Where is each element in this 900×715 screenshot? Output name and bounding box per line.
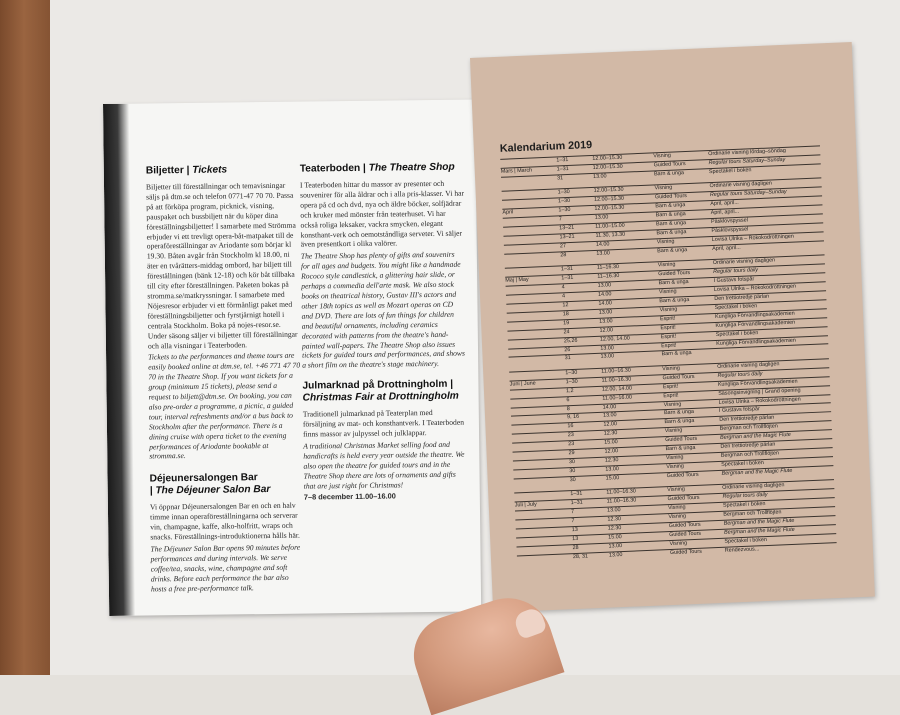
category-cell: Barn & unga — [665, 445, 696, 453]
time-cell: 13.00 — [605, 466, 619, 473]
event-cell: Regular tours daily — [717, 370, 763, 379]
category-cell: Guided Tours — [669, 530, 702, 539]
christmas-date: 7–8 december 11.00–16.00 — [303, 491, 396, 503]
time-cell: 12.00–15.30 — [594, 204, 625, 212]
category-cell: Visning — [665, 454, 684, 462]
date-cell: 7 — [558, 216, 562, 223]
date-cell: 29 — [568, 450, 575, 457]
month-label: Mars | March — [500, 167, 533, 175]
date-cell: 13 — [571, 527, 578, 534]
event-cell: Ordinarie visning dagligen — [722, 482, 785, 492]
time-cell: 13.00 — [597, 282, 612, 289]
date-cell: 1–31 — [570, 491, 583, 498]
date-cell: 1–31 — [561, 274, 574, 282]
category-cell: Visning — [669, 540, 688, 548]
category-cell: Esprit! — [661, 342, 677, 349]
time-cell: 13.00 — [600, 344, 614, 352]
category-cell: Visning — [656, 238, 675, 246]
date-cell: 1–30 — [558, 207, 571, 214]
category-cell: Visning — [664, 427, 683, 435]
salon-heading: Déjeunersalongen Bar | The Déjeuner Salon Bar — [149, 472, 271, 497]
date-cell: 7 — [571, 518, 575, 525]
date-cell: 19 — [563, 319, 570, 327]
event-cell: Kungliga Förvandlingsakademien — [716, 337, 796, 347]
category-cell: Guided Tours — [667, 495, 700, 503]
event-cell: Kungliga Förvandlingsakademien — [714, 310, 795, 320]
event-cell: Påsklovspyssel — [711, 226, 749, 234]
date-cell: 30 — [568, 459, 576, 466]
time-cell: 11–16.30 — [597, 272, 620, 280]
time-cell: 12.00 — [599, 326, 614, 334]
date-cell: 28, 31 — [572, 553, 589, 561]
event-cell: Ordinarie visning dagligen — [709, 180, 772, 190]
category-cell: Guided Tours — [666, 471, 699, 480]
time-cell: 11.00–16.30 — [606, 488, 637, 497]
date-cell: 26 — [564, 346, 571, 353]
month-label: Juni | June — [509, 380, 536, 388]
category-cell: Guided Tours — [662, 373, 695, 381]
date-cell: 13–21 — [559, 224, 575, 232]
month-label: Juli | July — [514, 501, 537, 509]
shop-sv-text: I Teaterboden hittar du massor av presenter och souvenirer för alla åldrar och i alla pris-klasser. Vi har opera på cd och dvd, nya och äldre böcker, solfjädrar och kruker med mönster från teaterhuset. Vi har också roliga leksaker, vackra smycken, elegant konsthant-verk och oemotståndliga serveter. Vi säljer även presentkort i olika valörer. — [299, 178, 465, 250]
event-cell: Den trettiotredje pärlan — [719, 415, 775, 424]
date-cell: 23 — [568, 441, 575, 448]
category-cell: Visning — [663, 401, 682, 408]
event-cell: Regular tours daily — [722, 492, 768, 501]
date-cell: 4 — [561, 293, 566, 300]
time-cell: 12.30 — [603, 430, 618, 438]
date-cell: 1–31 — [556, 165, 569, 173]
event-cell: April, april... — [710, 208, 740, 217]
category-cell: Guided Tours — [669, 548, 702, 556]
time-cell: 14.00 — [595, 241, 610, 248]
time-cell: 12.00–15.30 — [593, 195, 625, 204]
time-cell: 12.30 — [607, 525, 622, 532]
time-cell: 13.00 — [602, 412, 617, 420]
category-cell: Barn & unga — [656, 220, 687, 228]
date-cell: 27 — [559, 242, 567, 250]
event-cell: Regular tours daily — [713, 267, 759, 276]
event-cell: Ordinarie visning lördag–söndag — [708, 147, 786, 158]
time-cell: 14.00 — [598, 300, 613, 307]
category-cell: Guided Tours — [668, 521, 701, 530]
left-page — [103, 99, 481, 616]
date-cell: 18 — [562, 310, 569, 318]
category-cell: Barn & unga — [659, 296, 690, 305]
category-cell: Visning — [653, 152, 671, 160]
event-cell: I Gustavs fotspår — [713, 276, 755, 284]
event-cell: Ordinarie visning dagligen — [712, 257, 776, 267]
time-cell: 12.00 — [604, 448, 619, 455]
date-cell: 30 — [569, 476, 576, 484]
tickets-en-text: Tickets to the performances and theme tours are easily booked online at dtm.se, tel. +46 771 47 70 70 in the Theatre Shop. If you want tickets for a group (minimum 15 tickets), please send a request to biljett@dtm.se. On booking, you can also pre-order a programme, a picnic, a guided tour, interval refreshments and/or a bus back to Stockholm after the performance. There is a dining cruise with opera ticket to the evening performances of Ariodante bookable at stromma.se. — [148, 351, 301, 461]
time-cell: 12.00, 14.00 — [601, 385, 633, 393]
event-cell: Spectakel i boken — [724, 536, 768, 545]
date-cell: 1–30 — [557, 198, 571, 205]
date-cell: 7 — [570, 509, 575, 516]
time-cell: 11.00–16.30 — [606, 497, 637, 505]
event-cell: Spectakel i boken — [721, 460, 764, 468]
category-cell: Esprit! — [660, 333, 677, 340]
christmas-sv-text: Traditionell julmarknad på Teaterplan med försäljning av mat- och konsthantverk. I Teaterboden finns massor av julpyssel och julklappar. — [302, 408, 465, 439]
right-page-calendar — [470, 42, 875, 613]
time-cell: 11.30, 13.30 — [595, 231, 626, 239]
time-cell: 11.00–16.30 — [601, 376, 632, 384]
category-cell: Guided Tours — [653, 161, 686, 169]
event-cell: Regular tours Saturday–Sunday — [708, 156, 786, 167]
time-cell: 11.00–16.00 — [602, 394, 633, 402]
event-cell: Spectakel i boken — [714, 302, 758, 311]
time-cell: 12.30 — [607, 516, 622, 523]
event-cell: April, april... — [712, 244, 741, 252]
event-cell: Bergman and the Magic Flute — [723, 517, 795, 527]
time-cell: 12.00–15.30 — [592, 163, 623, 171]
christmas-heading: Julmarknad på Drottningholm | Christmas Fair at Drottningholm — [302, 378, 459, 404]
date-cell: 30 — [569, 468, 576, 475]
category-cell: Barn & unga — [658, 279, 689, 287]
time-cell: 13.00 — [606, 507, 621, 514]
event-cell: April, april... — [710, 199, 739, 208]
date-cell: 1–30 — [565, 378, 578, 386]
category-cell: Barn & unga — [656, 228, 687, 237]
date-cell: 13–21 — [559, 233, 575, 241]
category-cell: Visning — [662, 365, 680, 373]
month-label: Maj | May — [505, 276, 529, 284]
category-cell: Barn & unga — [655, 202, 686, 210]
category-cell: Visning — [666, 463, 685, 471]
calendar-table — [500, 145, 837, 564]
time-cell: 13.00 — [599, 317, 613, 325]
date-cell: 1–31 — [560, 265, 574, 273]
date-cell: 16 — [567, 423, 574, 430]
category-cell: Visning — [668, 513, 687, 521]
time-cell: 13.00 — [594, 214, 609, 221]
tickets-sv-text: Biljetter till föreställningar och temavisningar säljs på dtm.se och telefon 0771-47 70 70. Passa på att förköpa program, picknick, visning, pauspaket och bussbiljett när du köper dina föreställningsbiljetter! I samarbete med Strömma erbjuder vi ett trevligt opera-båt-matpaket till de operaföreställningar av Ariodante som börjar kl 19.30. Båten avgår från Stockholm kl 18.00, ni äter en tvårätters-middag ombord, har biljett till föreställningen (bänk 12-18) och kör båt tillbaka till city efter föreställningen. Paketen bokas på stromma.se/matkryssningar. I samarbete med Nöjesresor erbjuder vi ett förmånligt paket med föreställningsbiljetter och fyrstjärnigt hotell i centrala Stockholm. Boka på nojes-resor.se. Under säsong säljer vi biljetter till föreställningar och alla visningar i Teaterboden. — [145, 180, 298, 350]
date-cell: 1–31 — [570, 499, 583, 507]
event-cell: Bergman and the Magic Flute — [723, 526, 795, 536]
tickets-heading: Biljetter | Tickets — [145, 164, 228, 177]
time-cell: 13.00 — [598, 309, 613, 316]
category-cell: Esprit! — [663, 392, 679, 399]
time-cell: 13.00 — [608, 551, 623, 559]
time-cell: 13.00 — [596, 250, 610, 257]
time-cell: 12.00–15.30 — [592, 154, 623, 162]
salon-sv-text: Vi öppnar Déjeunersalongen Bar en och en halv timme innan operaföreställningarna och serverar vin, champagne, kaffe, alko-holfritt, wraps och snacks. Föreställnings-introduktionerna hålls här. — [149, 501, 300, 542]
date-cell: 28 — [572, 544, 579, 552]
date-cell: 25,26 — [563, 337, 578, 344]
shop-en-text: The Theatre Shop has plenty of gifts and souvenirs for all ages and budgets. You might like a handmade Rococo style candlestick, a glittering hair slide, or perhaps a commedia dell'arte mask. We also stock books on theatrical history, Gustav III's actors and other 18th topics as well as Mozart operas on CD and DVD. There are lots of fun things for children and beautiful ornaments, including ceramics decorated with patterns from the theatre's hand-painted wall-papers. The Theatre Shop also issues tickets for guided tours and performances, and shows a short film on the theatre's stage machinery. — [300, 250, 465, 370]
category-cell: Barn & unga — [655, 211, 686, 219]
event-cell: Lovisa Ulrika – Rokokodrottningen — [711, 233, 794, 243]
date-cell: 1–30 — [565, 369, 578, 377]
date-cell: 12 — [562, 301, 569, 309]
date-cell: 13 — [572, 535, 579, 543]
date-cell: 28 — [560, 251, 567, 259]
event-cell: Den trettiotredje pärlan — [720, 441, 776, 451]
time-cell: 12.00–15.30 — [593, 186, 624, 195]
event-cell: Bergman och Trollflöjten — [720, 450, 780, 460]
event-cell: Bergman and the Magic Flute — [720, 432, 791, 442]
date-cell: 4 — [561, 284, 565, 291]
event-cell: Kungliga Förvandlingsakademien — [715, 319, 796, 329]
time-cell: 13.00 — [608, 543, 623, 550]
time-cell: 14.00 — [602, 403, 617, 411]
date-cell: 31 — [556, 175, 564, 182]
time-cell: 12.00, 14.00 — [599, 335, 630, 343]
event-cell: Rendezvous... — [724, 546, 760, 554]
date-cell: 1,2 — [565, 387, 574, 394]
category-cell: Guided Tours — [665, 436, 698, 444]
time-cell: 13.00 — [592, 173, 607, 180]
time-cell: 11–16.30 — [596, 264, 620, 271]
category-cell: Barn & unga — [657, 246, 688, 255]
event-cell: Påsklovspyssel — [710, 217, 749, 225]
time-cell: 11.00–15.00 — [595, 222, 625, 230]
category-cell: Barn & unga — [661, 350, 692, 358]
left-page-edge — [103, 104, 135, 616]
event-cell: Bergman och Trollflöjten — [719, 423, 778, 433]
event-cell: Spectakel i boken — [722, 501, 766, 510]
event-cell: Spectakel i boken — [715, 329, 759, 338]
time-cell: 15.00 — [605, 475, 620, 482]
date-cell: 9, 16 — [567, 414, 580, 421]
right-column — [300, 162, 468, 505]
category-cell: Esprit! — [662, 383, 679, 390]
salon-en-text: The Déjeuner Salon Bar opens 90 minutes before performances and during intervals. We serve coffee/tea, snacks, wine, champagne and soft drinks. Before each performance the bar also hosts a free pre-performance talk. — [150, 542, 301, 594]
category-cell: Barn & unga — [653, 170, 685, 178]
event-cell: Säsongsinvigning | Grand opening — [718, 387, 801, 397]
time-cell: 13.00 — [600, 353, 615, 361]
date-cell: 6 — [566, 396, 570, 403]
event-cell: Lovisa Ulrika – Rokokodrottningen — [713, 283, 797, 293]
category-cell: Visning — [667, 486, 685, 494]
time-cell: 12.00 — [603, 421, 618, 429]
calendar-title: Kalendarium 2019 — [499, 138, 593, 155]
category-cell: Visning — [654, 184, 673, 192]
category-cell: Visning — [658, 288, 677, 296]
shop-heading: Teaterboden | The Theatre Shop — [299, 161, 455, 175]
date-cell: 23 — [567, 432, 575, 439]
date-cell: 8 — [566, 405, 570, 412]
event-cell: Den trettiotredje pärlan — [714, 293, 770, 302]
left-column — [146, 164, 303, 596]
event-cell: Lovisa Ulrika – Rokokodrottningen — [718, 396, 801, 406]
category-cell: Guided Tours — [654, 193, 688, 201]
category-cell: Guided Tours — [658, 270, 691, 278]
event-cell: Kungliga Förvandlingsakademien — [717, 378, 798, 388]
month-label: April — [502, 209, 514, 216]
date-cell: 1–31 — [556, 156, 569, 164]
time-cell: 15.00 — [604, 439, 618, 447]
christmas-en-text: A traditional Christmas Market selling food and handicrafts is held every year outside the theatre. We also open the theatre for guided tours and in the Theatre Shop there are lots of ornaments and gifts that are just right for Christmas! — [303, 439, 465, 491]
time-cell: 12.30 — [604, 457, 619, 464]
category-cell: Visning — [657, 261, 676, 269]
date-cell: 1–30 — [557, 189, 570, 196]
time-cell: 15.00 — [608, 534, 622, 541]
time-cell: 11.00–16.30 — [601, 367, 631, 375]
event-cell: Bergman and the Magic Flute — [721, 467, 793, 477]
category-cell: Esprit! — [660, 324, 676, 331]
category-cell: Visning — [667, 504, 686, 512]
date-cell: 31 — [564, 355, 571, 362]
event-cell: Spectakel i boken — [708, 167, 752, 175]
event-cell: I Gustavs fotspår — [718, 406, 760, 415]
category-cell: Barn & unga — [664, 418, 695, 426]
category-cell: Barn & unga — [663, 409, 695, 417]
time-cell: 14.00 — [597, 291, 612, 298]
event-cell: Regular tours Saturday–Sunday — [709, 189, 787, 199]
category-cell: Esprit! — [659, 315, 676, 322]
event-cell: Bergman och Trollflöjten — [723, 509, 782, 518]
date-cell: 24 — [563, 328, 570, 335]
category-cell: Visning — [659, 306, 678, 314]
event-cell: Ordinarie visning dagligen — [717, 361, 780, 370]
